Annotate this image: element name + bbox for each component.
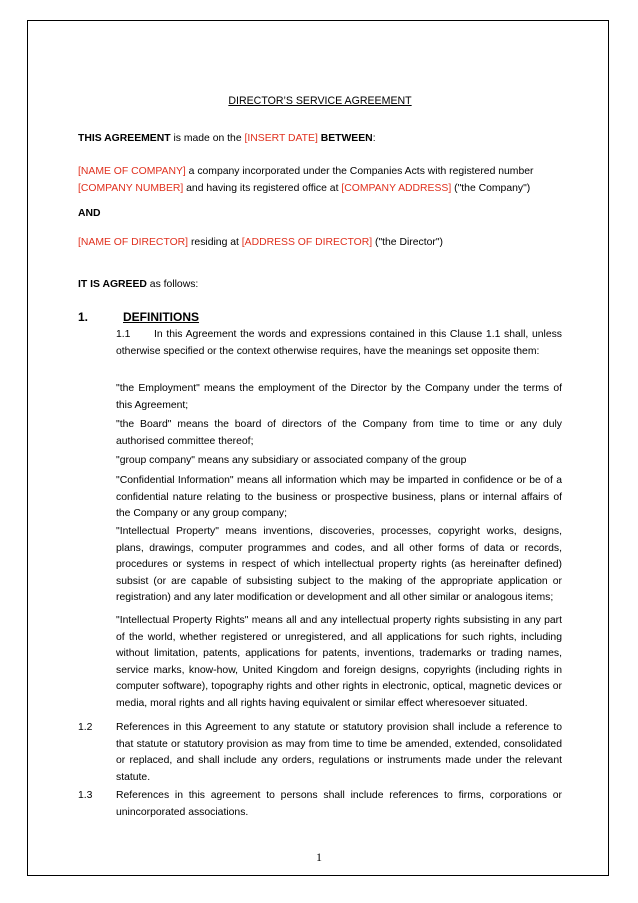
intro-between: BETWEEN bbox=[320, 133, 373, 144]
clause-1-1-number: 1.1 bbox=[116, 329, 131, 340]
clause-1-2-number: 1.2 bbox=[78, 722, 93, 733]
clause-1-1-text: In this Agreement the words and expressions contained in this Clause 1.1 shall, unless otherwise specified or the context otherwise requires, have the meanings set opposite them: bbox=[116, 329, 562, 357]
insert-date-placeholder: [INSERT DATE] bbox=[244, 133, 318, 144]
definition-intellectual-property: "Intellectual Property" means inventions, discoveries, processes, copyright works, designs, plans, drawings, computer programmes and codes, and all other forms of data or records, procedures or systems in respect of which intellectual property rights (as hereinafter defined) subsist (or are capable of subsisting subject to the making of the appropriate application or registration) and any later modification or development and all other similar or analogous items; bbox=[116, 526, 562, 603]
company-number-placeholder: [COMPANY NUMBER] bbox=[78, 182, 184, 194]
definition-employment: "the Employment" means the employment of the Director by the Company under the terms of this Agreement; bbox=[116, 383, 562, 411]
definition-group-company: "group company" means any subsidiary or associated company of the group bbox=[116, 455, 467, 466]
agreed-bold: IT IS AGREED bbox=[78, 279, 147, 290]
intro-text: is made on the bbox=[170, 133, 245, 144]
definition-confidential-information: "Confidential Information" means all information which may be imparted in confidence or be of a confidential nature relating to the business or prospective business, plans or internal affairs of the Company or any group company; bbox=[116, 475, 562, 519]
clause-1-3-number: 1.3 bbox=[78, 790, 93, 801]
section-title: DEFINITIONS bbox=[123, 310, 200, 324]
clause-1-1 bbox=[116, 327, 562, 360]
intro-bold-start: THIS AGREEMENT bbox=[78, 133, 171, 144]
section-number: 1. bbox=[78, 310, 89, 324]
director-address-placeholder: [ADDRESS OF DIRECTOR] bbox=[241, 237, 373, 248]
definition-board: "the Board" means the board of directors of the Company from time to time or any duly authorised committee thereof; bbox=[116, 419, 562, 447]
party-director-paragraph: [NAME OF DIRECTOR] residing at [ADDRESS OF DIRECTOR] ("the Director") bbox=[78, 237, 443, 248]
and-label: AND bbox=[78, 208, 101, 219]
company-address-placeholder: [COMPANY ADDRESS] bbox=[341, 182, 452, 194]
intro-paragraph: THIS AGREEMENT is made on the [INSERT DATE] BETWEEN: bbox=[78, 133, 376, 144]
document-title: DIRECTOR’S SERVICE AGREEMENT bbox=[228, 95, 412, 107]
company-name-placeholder: [NAME OF COMPANY] bbox=[78, 166, 186, 177]
definition-intellectual-property-rights: "Intellectual Property Rights" means all and any intellectual property rights subsisting in any part of the world, whether registered or unregistered, and all applications for such rights, including without limitation, patents, applications for patents, inventions, trademarks or trading names, service marks, know-how, United Kingdom and foreign designs, copyrights (including rights in computer software), topography rights and other rights in electronic, optical, magnetic devices or media, moral rights and all rights having equivalent or similar effect wheresoever situated. bbox=[116, 615, 562, 709]
page-number: 1 bbox=[316, 850, 322, 864]
section-heading-definitions bbox=[78, 309, 199, 326]
clause-1-3-text: References in this agreement to persons shall include references to firms, corporations or unincorporated associations. bbox=[116, 790, 562, 818]
clause-1-2-text: References in this Agreement to any statute or statutory provision shall include a reference to that statute or statutory provision as may from time to time be amended, extended, consolidated or replaced, and shall include any orders, regulations or instruments made under the relevant statute. bbox=[116, 722, 562, 783]
party-company-paragraph: [NAME OF COMPANY] a company incorporated under the Companies Acts with registered number [COMPANY NUMBER] and having its registered office at [COMPANY ADDRESS] ("the Company") bbox=[78, 166, 534, 194]
director-name-placeholder: [NAME OF DIRECTOR] bbox=[78, 237, 189, 248]
agreed-paragraph: IT IS AGREED as follows: bbox=[78, 279, 199, 290]
